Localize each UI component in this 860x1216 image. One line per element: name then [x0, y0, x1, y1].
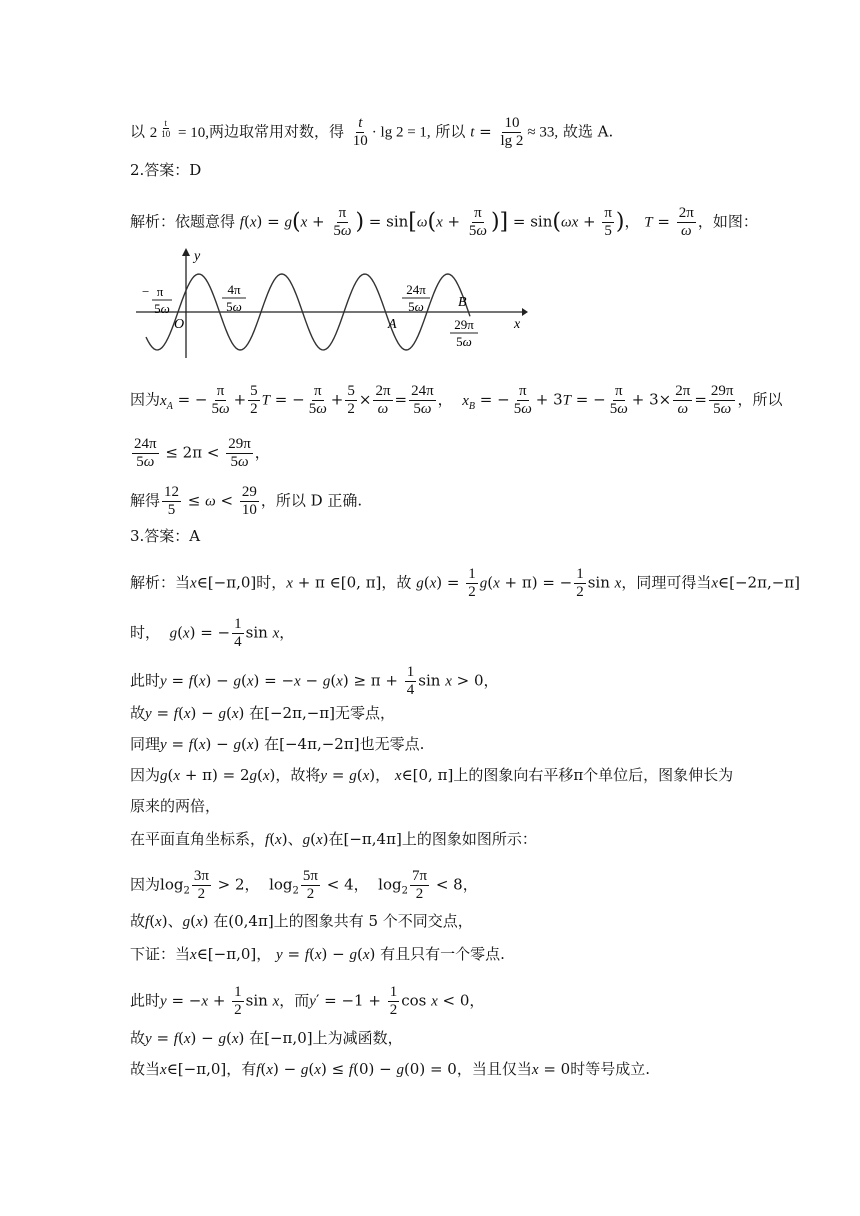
label-neg-pi [142, 284, 172, 316]
origin-label: O [174, 317, 185, 332]
point-b-label: B [458, 295, 467, 310]
text-line-18: 此时y = −x + $\frac{1}{2}$ sin x，而y′ = −1 + $\frac{1}{2}$ cos x < 0， [130, 984, 485, 1018]
answer-3: 3.答案：A [130, 527, 201, 545]
point-a-label: A [388, 317, 397, 332]
svg-text:π: π [156, 284, 164, 299]
label-4pi [222, 282, 246, 314]
svg-text:−: − [142, 284, 150, 299]
answer-2: 2.答案：D [130, 161, 202, 179]
text-line-13: 原来的两倍， [130, 797, 221, 815]
text-line-19: 故y = f(x) − g(x) 在[−π,0]上为减函数， [130, 1029, 403, 1047]
text-line-17: 下证：当x∈[−π,0]， y = f(x) − g(x) 有且只有一个零点. [130, 945, 505, 963]
text-line-4: 因为$x_A$ = − $\frac{\pi}{5\omega}$ + $\frac{5}{2}$ T = − $\frac{\pi}{5\omega}$ + $\frac{5}{2}$ × $\frac{2\pi}{\omega}$ = $\frac{24\pi}{5\omega}$ ， $x_B$ = − $\frac{\pi}{5\omega}$ + 3T = − $\frac{\pi}{5\omega}$ + 3× $\frac{2\pi}{\omega}$ = $\frac{29\pi}{5\omega}$ ，所以 [130, 383, 783, 417]
svg-text:5ω: 5ω [154, 301, 170, 316]
svg-text:5ω: 5ω [408, 299, 424, 314]
sine-wave-figure [128, 246, 528, 358]
text-line-12: 因为g(x + π) = 2g(x)，故将y = g(x)， x∈[0, π]上的图象向右平移π个单位后，图象伸长为 [130, 766, 734, 784]
text-line-8: 时， g(x) = − $\frac{1}{4}$ sin x， [130, 616, 295, 650]
svg-text:4π: 4π [227, 282, 241, 297]
text-line-7: 解析：当x∈[−π,0]时，x + π ∈[0, π]，故 g(x) = $\frac{1}{2}$ g(x + π) = − $\frac{1}{2}$ sin x，同理可得当x∈[−2π,−π] [130, 566, 801, 600]
svg-text:29π: 29π [454, 317, 474, 332]
text-line-3: 解析：依题意得 f(x) = g(x + $\frac{\pi}{5\omega}$ ) = sin[ω(x + $\frac{\pi}{5\omega}$ )] = sin(ωx + $\frac{\pi}{5}$ )， T = $\frac{2\pi}{\omega}$ ，如图： [130, 205, 758, 239]
label-24pi [402, 282, 430, 314]
text-line-5: $\frac{24\pi}{5\omega}$ ≤ 2π < $\frac{29\pi}{5\omega}$ ， [134, 436, 270, 470]
y-axis-arrow [182, 248, 190, 256]
text-line-9: 此时y = f(x) − g(x) = −x − g(x) ≥ π + $\frac{1}{4}$ sin x > 0， [130, 664, 499, 698]
label-29pi [450, 317, 478, 349]
text-line-20: 故当x∈[−π,0]，有f(x) − g(x) ≤ f(0) − g(0) = 0，当且仅当x = 0时等号成立. [130, 1060, 650, 1078]
text-line-1: 以 2 $^{\frac{t}{10}}$ = 10,两边取常用对数，得 $\frac{t}{10}$ · lg 2 = 1, 所以 t = $\frac{10}{\lg 2}$ ≈ 33, 故选 A. [130, 115, 614, 149]
text-line-14: 在平面直角坐标系，f(x)、g(x)在[−π,4π]上的图象如图所示： [130, 830, 537, 848]
svg-text:5ω: 5ω [456, 334, 472, 349]
text-line-10: 故y = f(x) − g(x) 在[−2π,−π]无零点， [130, 704, 396, 722]
x-axis-arrow [522, 308, 528, 316]
text-line-15: 因为$\log_2$ $\frac{3\pi}{2}$ > 2， $\log_2$ $\frac{5\pi}{2}$ < 4， $\log_2$ $\frac{7\pi}{2}$ < 8， [130, 868, 478, 902]
svg-text:5ω: 5ω [226, 299, 242, 314]
svg-text:24π: 24π [406, 282, 426, 297]
text-line-6: 解得 $\frac{12}{5}$ ≤ ω < $\frac{29}{10}$ ，所以 D 正确. [130, 484, 363, 518]
x-axis-label: x [514, 317, 521, 332]
text-line-11: 同理y = f(x) − g(x) 在[−4π,−2π]也无零点. [130, 735, 425, 753]
text-line-16: 故f(x)、g(x) 在(0,4π]上的图象共有 5 个不同交点， [130, 912, 473, 930]
y-axis-label: y [194, 249, 201, 264]
